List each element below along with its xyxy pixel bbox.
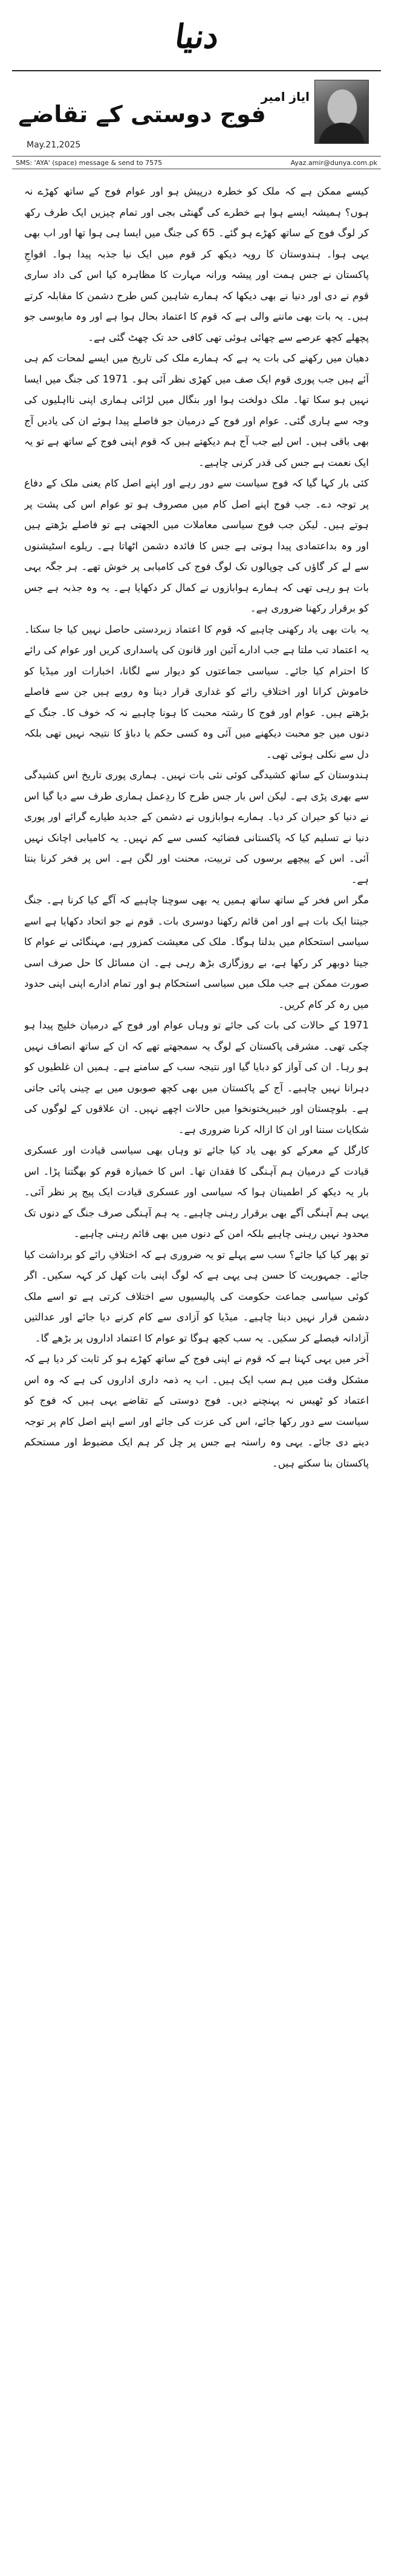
logo-text: دنیا [172, 17, 222, 56]
author-photo-body [319, 123, 365, 144]
paragraph: مگر اس فخر کے ساتھ ساتھ ہمیں یہ بھی سوچنا چاہیے کہ آگے کیا کرنا ہے۔ جنگ جیتنا ایک بات ہے اور امن قائم رکھنا دوسری بات۔ قوم نے جو اتحاد دکھایا ہے اسے سیاسی استحکام میں بدلنا ہوگا۔ ملک کی معیشت کمزور ہے، مہنگائی نے عوام کا جینا دوبھر کر رکھا ہے، بے روزگاری بڑھ رہی ہے۔ ان مسائل کا حل صرف اسی صورت ممکن ہے جب ملک میں سیاسی استحکام ہو اور تمام ادارے اپنی اپنی حدود میں رہ کر کام کریں۔ [24, 894, 369, 1010]
author-photo [314, 80, 369, 144]
paragraph: آخر میں یہی کہنا ہے کہ قوم نے اپنی فوج کے ساتھ کھڑے ہو کر ثابت کر دیا ہے کہ مشکل وقت میں ہم سب ایک ہیں۔ اب یہ ذمہ داری اداروں کی ہے کہ وہ اس اعتماد کو ٹھیس نہ پہنچنے دیں۔ فوج دوستی کے تقاضے یہی ہیں کہ فوج کو سیاست سے دور رکھا جائے، اس کی عزت کی جائے اور اسے اپنے اصل کام پر توجہ دینے دی جائے۔ یہی وہ راستہ ہے جس پر چل کر ہم ایک مضبوط اور مستحکم پاکستان بنا سکتے ہیں۔ [24, 1353, 369, 1469]
masthead [0, 0, 393, 69]
paragraph: تو پھر کیا کیا جائے؟ سب سے پہلے تو یہ ضروری ہے کہ اختلافِ رائے کو برداشت کیا جائے۔ جمہوریت کا حسن ہی یہی ہے کہ لوگ اپنی بات کھل کر کہہ سکیں۔ اگر کوئی سیاسی جماعت حکومت کی پالیسیوں سے اختلاف کرتی ہے تو اسے ملک دشمن قرار نہیں دینا چاہیے۔ میڈیا کو آزادی سے کام کرنے دیا جائے اور عدالتیں آزادانہ فیصلے کر سکیں۔ یہ سب کچھ ہوگا تو عوام کا اعتماد اداروں پر بڑھے گا۔ [24, 1248, 369, 1344]
paragraph: یہ بات بھی یاد رکھنی چاہیے کہ قوم کا اعتماد زبردستی حاصل نہیں کیا جا سکتا۔ یہ اعتماد تب ملتا ہے جب ادارے آئین اور قانون کی پاسداری کریں اور عوام کی رائے کا احترام کیا جائے۔ سیاسی جماعتوں کو دیوار سے لگانا، اخبارات اور میڈیا کو خاموش کرانا اور اختلافِ رائے کو غداری قرار دینا وہ رویے ہیں جن سے فاصلے بڑھتے ہیں۔ عوام اور فوج کا رشتہ محبت کا ہونا چاہیے نہ کہ خوف کا۔ جنگ کے دنوں میں جو محبت دیکھنے میں آئی وہ کسی حکم یا دباؤ کا نتیجہ نہیں تھی بلکہ دل سے نکلی ہوئی تھی۔ [24, 623, 369, 760]
newspaper-logo [149, 8, 245, 64]
byline [261, 75, 369, 153]
author-name: ایاز امیر [261, 89, 310, 104]
header-rule [12, 70, 381, 71]
paragraph: کارگل کے معرکے کو بھی یاد کیا جائے تو وہاں بھی سیاسی قیادت اور عسکری قیادت کے درمیان ہم آہنگی کا فقدان تھا۔ اس کا خمیازہ قوم کو بھگتنا پڑا۔ اس بار یہ دیکھ کر اطمینان ہوا کہ سیاسی اور عسکری قیادت ایک پیج پر نظر آئی۔ یہی ہم آہنگی آگے بھی برقرار رہنی چاہیے۔ یہ ہم آہنگی صرف جنگ کے دنوں تک محدود نہیں رہنی چاہیے بلکہ امن کے دنوں میں بھی قائم رہنی چاہیے۔ [24, 1144, 369, 1239]
paragraph: کیسے ممکن ہے کہ ملک کو خطرہ درپیش ہو اور عوام فوج کے ساتھ کھڑے نہ ہوں؟ ہمیشہ ایسے ہوا ہے خطرے کی گھنٹی بجی اور تمام چیزیں ایک طرف رکھ کر لوگ فوج کے ساتھ کھڑے ہو گئے۔ 65 کی جنگ میں ایسا ہی ہوا تھا اور اب بھی یہی ہوا۔ ہندوستان کا رویہ دیکھ کر قوم میں ایک نیا جذبہ پیدا ہوا۔ افواجِ پاکستان نے جس ہمت اور پیشہ ورانہ مہارت کا مظاہرہ کیا اس کی داد ساری قوم نے دی اور دنیا نے بھی دیکھا کہ ہمارے شاہین کس طرح دشمن کا مقابلہ کرتے ہیں۔ یہ بات بھی ماننے والی ہے کہ قوم کا اعتماد بحال ہوا ہے اور وہ مایوسی جو پچھلے کچھ عرصے سے چھائی ہوئی تھی کافی حد تک چھٹ گئی ہے۔ [24, 186, 369, 343]
column-headline: فوج دوستی کے تقاضے [18, 101, 266, 128]
paragraph: ہندوستان کے ساتھ کشیدگی کوئی نئی بات نہیں۔ ہماری پوری تاریخ اس کشیدگی سے بھری پڑی ہے۔ لیکن اس بار جس طرح کا ردِعمل ہماری طرف سے دیا گیا اس نے دنیا کو حیران کر دیا۔ ہمارے ہوابازوں نے دشمن کے جدید طیارے گرائے اور پوری دنیا نے تسلیم کیا کہ پاکستانی فضائیہ کسی سے کم نہیں۔ یہ کامیابی اچانک نہیں آئی۔ اس کے پیچھے برسوں کی تربیت، محنت اور لگن ہے۔ اس پر فخر کرنا بنتا ہے۔ [24, 769, 369, 885]
author-email[interactable]: Ayaz.amir@dunya.com.pk [290, 158, 377, 167]
paragraph: دھیان میں رکھنے کی بات یہ ہے کہ ہمارے ملک کی تاریخ میں ایسے لمحات کم ہی آئے ہیں جب پوری قوم ایک صف میں کھڑی نظر آئی ہو۔ 1971 کی جنگ میں ایسا نہیں ہو سکا تھا۔ ملک دولخت ہوا اور بنگال میں لڑائی ہماری اپنی نااہلیوں کی وجہ سے ہاری گئی۔ عوام اور فوج کے درمیان جو فاصلے پیدا ہوئے ان کی یادیں آج بھی باقی ہیں۔ اس لیے جب آج ہم دیکھتے ہیں کہ قوم اپنی فوج کے ساتھ ہے تو یہ ایک نعمت ہے جس کی قدر کرنی چاہیے۔ [24, 352, 369, 468]
author-photo-face [327, 89, 357, 126]
column-body [24, 181, 369, 2570]
contact-strip [12, 156, 381, 169]
sms-note: SMS: 'AYA' (space) message & send to 7575 [16, 158, 163, 167]
paragraph: کئی بار کہا گیا کہ فوج سیاست سے دور رہے اور اپنے اصل کام یعنی ملک کے دفاع پر توجہ دے۔ جب فوج اپنے اصل کام میں مصروف ہو تو عوام اس کی پشت پر ہوتے ہیں۔ لیکن جب فوج سیاسی معاملات میں الجھتی ہے تو فاصلے بڑھتے ہیں اور وہ بداعتمادی پیدا ہوتی ہے جس کا فائدہ دشمن اٹھاتا ہے۔ ریلوے اسٹیشنوں سے لے کر گاؤں کی چوپالوں تک لوگ فوج کی کامیابی پر خوش تھے۔ ہر جگہ یہی بات ہو رہی تھی کہ ہمارے ہوابازوں نے کمال کر دکھایا ہے۔ یہ وہ جذبہ ہے جس کو برقرار رکھنا ضروری ہے۔ [24, 477, 369, 614]
paragraph: 1971 کے حالات کی بات کی جائے تو وہاں عوام اور فوج کے درمیان خلیج پیدا ہو چکی تھی۔ مشرقی پاکستان کے لوگ یہ سمجھتے تھے کہ ان کے ساتھ انصاف نہیں ہو رہا۔ ان کی آواز کو دبایا گیا اور نتیجہ سب کے سامنے ہے۔ ہمیں ان غلطیوں کو دہرانا نہیں چاہیے۔ آج کے پاکستان میں بھی کچھ صوبوں میں بے چینی پائی جاتی ہے۔ بلوچستان اور خیبرپختونخوا میں حالات اچھے نہیں۔ ان علاقوں کے لوگوں کی شکایات سننا اور ان کا ازالہ کرنا ضروری ہے۔ [24, 1019, 369, 1135]
publish-date: May.21,2025 [27, 140, 81, 150]
